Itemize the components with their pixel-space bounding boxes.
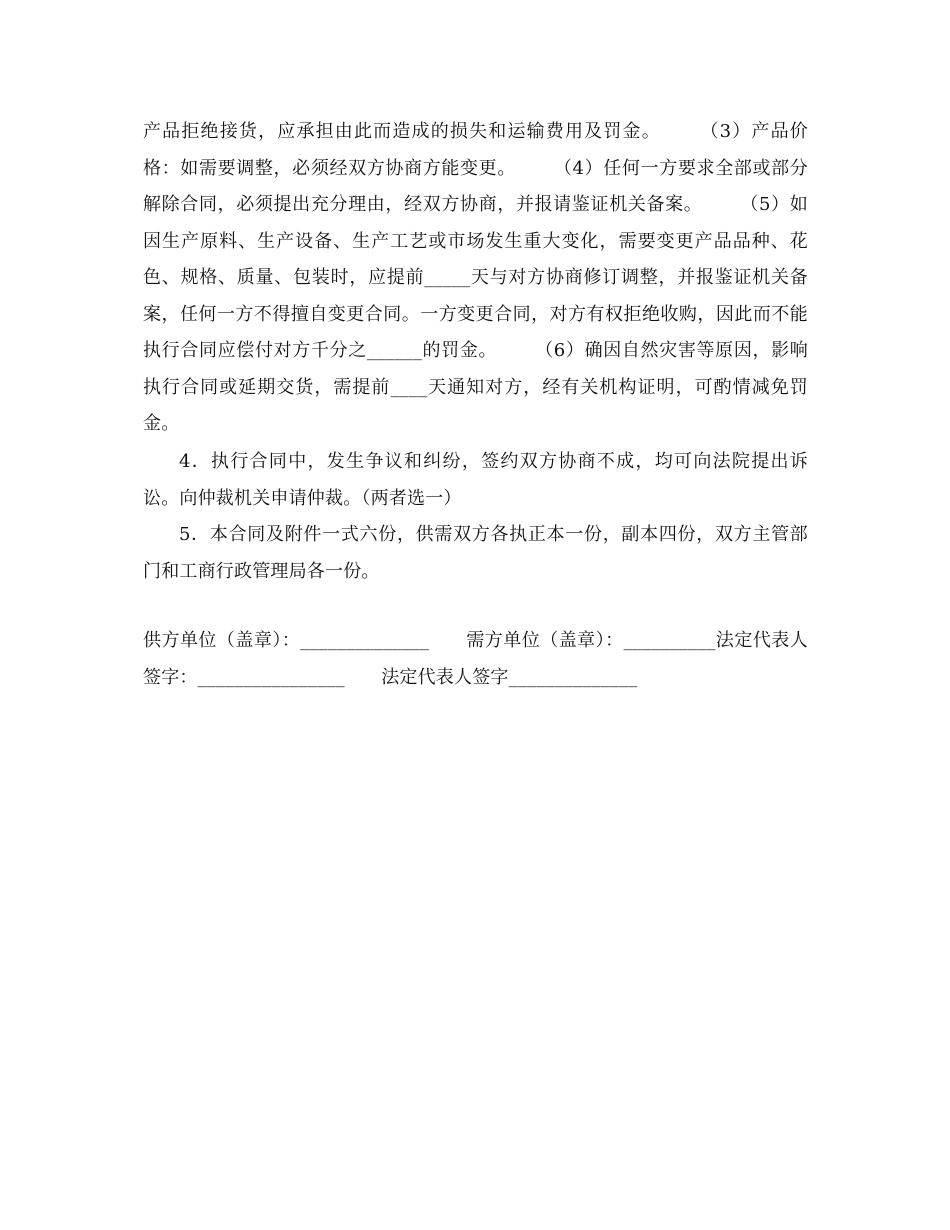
- clause-3-continued-paragraph: 产品拒绝接货，应承担由此而造成的损失和运输费用及罚金。 （3）产品价格：如需要调整，必须经双方协商方能变更。 （4）任何一方要求全部或部分解除合同，必须提出充分理由，经双方协商，并报请鉴证机关备案。 （5）如因生产原料、生产设备、生产工艺或市场发生重大变化，需要变更产品品种、花色、规格、质量、包装时，应提前_____天与对方协商修订调整，并报鉴证机关备案，任何一方不得擅自变更合同。一方变更合同，对方有权拒绝收购，因此而不能执行合同应偿付对方千分之______的罚金。 （6）确因自然灾害等原因，影响执行合同或延期交货，需提前____天通知对方，经有关机构证明，可酌情减免罚金。: [143, 121, 808, 434]
- clause-5-paragraph: 5．本合同及附件一式六份，供需双方各执正本一份，副本四份，双方主管部门和工商行政管理局各一份。: [143, 524, 808, 582]
- signature-block: 供方单位（盖章）：______________ 需方单位（盖章）：__________法定代表人签字：________________ 法定代表人签字______________: [143, 630, 808, 688]
- clause-4-paragraph: 4．执行合同中，发生争议和纠纷，签约双方协商不成，均可向法院提出诉讼。向仲裁机关申请仲裁。（两者选一）: [143, 451, 808, 509]
